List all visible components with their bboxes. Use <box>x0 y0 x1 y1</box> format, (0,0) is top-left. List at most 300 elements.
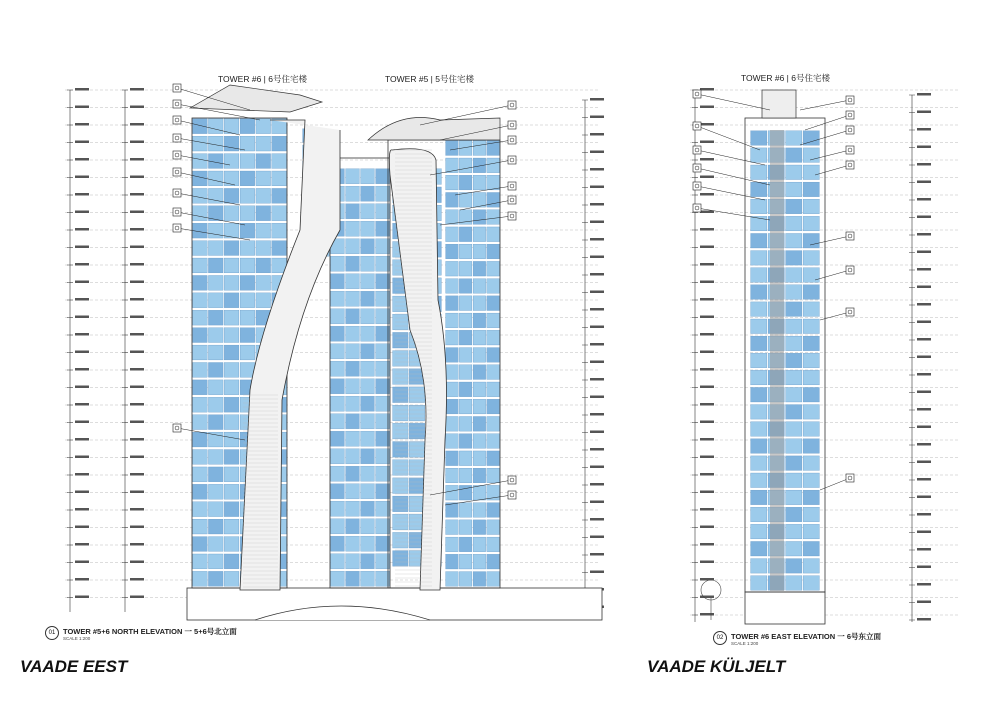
link-window <box>361 466 375 481</box>
east-window <box>751 507 767 522</box>
link-window <box>331 414 345 429</box>
link-window <box>331 466 345 481</box>
tower-5-window <box>446 261 459 276</box>
east-window <box>786 302 802 317</box>
tower-6-window <box>224 380 239 395</box>
tower-6-window <box>208 432 223 447</box>
tower-5-inner-window <box>393 423 408 439</box>
level-label-mark <box>590 553 604 556</box>
link-window <box>346 571 360 586</box>
link-window <box>361 501 375 516</box>
link-window <box>376 221 390 236</box>
east-window <box>786 439 802 454</box>
tower-6-window <box>256 241 271 256</box>
level-label-mark <box>700 351 714 354</box>
callout-tag <box>693 182 701 190</box>
tower-5-window <box>459 520 472 535</box>
caption-east-elevation: VAADE KÜLJELT <box>647 657 786 676</box>
tower-5-inner-window <box>393 551 408 567</box>
tower-5-inner-window <box>393 405 408 421</box>
east-window <box>803 165 819 180</box>
east-window <box>786 576 802 591</box>
tower-5-window <box>459 468 472 483</box>
callout-tag <box>173 116 181 124</box>
east-window <box>751 285 767 300</box>
level-label-mark <box>590 186 604 189</box>
link-window <box>361 169 375 184</box>
sky-garden-ribbon-left <box>240 120 340 590</box>
link-window <box>346 414 360 429</box>
tower-6-window <box>224 206 239 221</box>
level-label-mark <box>917 128 931 131</box>
level-label-mark <box>130 123 144 126</box>
tower-5-window <box>459 365 472 380</box>
link-window <box>376 326 390 341</box>
level-label-mark <box>75 596 89 599</box>
callout-leader <box>815 270 850 280</box>
callout-tag <box>846 126 854 134</box>
link-window <box>331 519 345 534</box>
level-label-mark <box>75 281 89 284</box>
level-label-mark <box>700 176 714 179</box>
tower-5-window <box>487 279 500 294</box>
level-label-mark <box>75 386 89 389</box>
level-label-mark <box>75 526 89 529</box>
link-window <box>331 431 345 446</box>
tower-6-window <box>224 241 239 256</box>
level-label-mark <box>917 338 931 341</box>
tower-6-window <box>240 328 255 343</box>
level-label-mark <box>700 228 714 231</box>
level-label-mark <box>590 431 604 434</box>
tower-6-window <box>272 136 287 151</box>
tower-6-window <box>193 363 208 378</box>
tower-6-window <box>193 467 208 482</box>
link-window <box>331 344 345 359</box>
tower-5-window <box>473 416 486 431</box>
level-label-mark <box>590 98 604 101</box>
link-window <box>376 571 390 586</box>
east-window <box>803 524 819 539</box>
tower-6-window <box>240 171 255 186</box>
link-window <box>361 379 375 394</box>
east-window <box>803 422 819 437</box>
tower-6-window <box>256 154 271 169</box>
level-label-mark <box>130 298 144 301</box>
tower-5-window <box>459 537 472 552</box>
east-elevation-title: TOWER #6 EAST ELEVATION 一 6号东立面 <box>731 632 882 641</box>
level-label-mark <box>130 526 144 529</box>
east-window <box>786 319 802 334</box>
tower-6-window <box>193 571 208 586</box>
tower-5-window <box>487 554 500 569</box>
east-window <box>751 541 767 556</box>
link-window <box>331 326 345 341</box>
link-window <box>361 414 375 429</box>
tower-5-window <box>459 416 472 431</box>
level-label-mark <box>917 496 931 499</box>
tower-6-window <box>193 380 208 395</box>
tower-5-inner-window <box>393 351 408 367</box>
tower-6-window <box>256 171 271 186</box>
level-label-mark <box>590 361 604 364</box>
level-label-mark <box>75 438 89 441</box>
level-label-mark <box>590 571 604 574</box>
east-window <box>803 405 819 420</box>
tower-6-window <box>224 171 239 186</box>
level-label-mark <box>590 518 604 521</box>
level-label-mark <box>590 413 604 416</box>
north-elevation-scale: SCALE 1:200 <box>63 636 91 641</box>
link-window <box>376 449 390 464</box>
callout-tag <box>846 266 854 274</box>
tower-5-window <box>446 537 459 552</box>
callout-leader <box>820 478 850 490</box>
level-label-mark <box>700 508 714 511</box>
level-label-mark <box>700 158 714 161</box>
tower-5-window <box>459 503 472 518</box>
level-label-mark <box>917 268 931 271</box>
callout-tag <box>846 161 854 169</box>
level-label-mark <box>917 426 931 429</box>
east-window <box>786 541 802 556</box>
tower-5-window <box>473 210 486 225</box>
tower-5-window <box>446 141 459 156</box>
tower-5-inner-window <box>393 478 408 494</box>
east-window <box>751 422 767 437</box>
tower-6-window <box>193 432 208 447</box>
link-window <box>361 554 375 569</box>
link-window <box>376 554 390 569</box>
tower-6-window <box>208 415 223 430</box>
level-label-mark <box>590 116 604 119</box>
tower-5-window <box>473 330 486 345</box>
level-label-mark <box>130 316 144 319</box>
tower-5-window <box>487 296 500 311</box>
link-window <box>346 484 360 499</box>
east-window <box>751 387 767 402</box>
tower-6-window <box>193 154 208 169</box>
tower-5-window <box>459 330 472 345</box>
tower-6-window <box>240 293 255 308</box>
tower-5-window <box>487 313 500 328</box>
level-label-mark <box>917 478 931 481</box>
tower-6-window <box>193 241 208 256</box>
link-window <box>376 274 390 289</box>
tower-5-window <box>459 296 472 311</box>
level-label-mark <box>917 618 931 621</box>
tower-6-roof <box>190 85 322 112</box>
tower-6-window <box>224 397 239 412</box>
link-window <box>376 309 390 324</box>
east-window <box>786 559 802 574</box>
level-label-mark <box>917 461 931 464</box>
level-label-mark <box>75 211 89 214</box>
tower-5-window <box>487 365 500 380</box>
tower-5-window <box>459 554 472 569</box>
tower-5-window <box>459 313 472 328</box>
east-window <box>751 148 767 163</box>
link-window <box>376 396 390 411</box>
link-window <box>361 571 375 586</box>
link-window <box>376 379 390 394</box>
tower-5-window <box>459 382 472 397</box>
link-window <box>361 449 375 464</box>
link-window <box>361 396 375 411</box>
level-label-mark <box>75 351 89 354</box>
tower-5-window <box>487 192 500 207</box>
level-label-mark <box>700 333 714 336</box>
level-label-mark <box>75 106 89 109</box>
link-window <box>376 344 390 359</box>
east-mechanical-room <box>762 90 796 118</box>
tower-5-window <box>446 572 459 587</box>
tower-6-window <box>224 154 239 169</box>
tower-6-window <box>256 206 271 221</box>
link-window <box>331 361 345 376</box>
tower-6-window <box>224 310 239 325</box>
callout-tag <box>846 232 854 240</box>
level-label-mark <box>75 473 89 476</box>
tower-5-window <box>487 416 500 431</box>
callout-tag <box>693 122 701 130</box>
level-label-mark <box>590 483 604 486</box>
tower-6-window <box>208 154 223 169</box>
east-window <box>751 216 767 231</box>
level-label-mark <box>917 531 931 534</box>
east-window <box>751 439 767 454</box>
tower-6-window <box>208 502 223 517</box>
tower-5-window <box>459 192 472 207</box>
east-window <box>786 456 802 471</box>
level-label-mark <box>130 211 144 214</box>
level-label-mark <box>917 251 931 254</box>
tower-6-window <box>240 136 255 151</box>
link-window <box>346 396 360 411</box>
tower-5-window <box>473 537 486 552</box>
level-label-mark <box>700 526 714 529</box>
link-window <box>346 309 360 324</box>
tower-6-window <box>208 519 223 534</box>
tower-6-window <box>224 554 239 569</box>
east-window <box>751 199 767 214</box>
level-label-mark <box>590 396 604 399</box>
tower-5-window <box>459 261 472 276</box>
link-window <box>331 554 345 569</box>
level-label-mark <box>700 421 714 424</box>
east-window <box>751 370 767 385</box>
level-label-mark <box>917 408 931 411</box>
tower-6-window <box>193 310 208 325</box>
level-label-mark <box>590 501 604 504</box>
link-window <box>376 414 390 429</box>
view-number-east: 02 <box>713 631 727 645</box>
level-label-mark <box>917 601 931 604</box>
callout-leader <box>815 165 850 175</box>
link-window <box>361 221 375 236</box>
level-label-mark <box>917 391 931 394</box>
tower-5-window <box>487 451 500 466</box>
tower-6-window <box>208 119 223 134</box>
tower-5-window <box>459 279 472 294</box>
link-window <box>376 361 390 376</box>
level-label-mark <box>75 88 89 91</box>
link-window <box>361 309 375 324</box>
callout-leader <box>800 100 850 110</box>
east-window <box>751 336 767 351</box>
east-window <box>786 251 802 266</box>
callout-tag <box>173 189 181 197</box>
callout-tag <box>173 424 181 432</box>
tower-5-window <box>473 141 486 156</box>
level-label-mark <box>75 543 89 546</box>
tower-6-window <box>208 467 223 482</box>
tower-6-window <box>256 223 271 238</box>
link-window <box>346 501 360 516</box>
east-window <box>786 268 802 283</box>
link-window <box>376 169 390 184</box>
callout-tag <box>508 156 516 164</box>
callout-tag <box>173 168 181 176</box>
tower-6-window <box>208 136 223 151</box>
level-label-mark <box>75 421 89 424</box>
level-label-mark <box>700 211 714 214</box>
east-window <box>803 456 819 471</box>
link-window <box>331 501 345 516</box>
east-window <box>751 233 767 248</box>
level-label-mark <box>917 93 931 96</box>
level-label-mark <box>130 88 144 91</box>
tower-5-window <box>446 227 459 242</box>
east-window <box>803 268 819 283</box>
callout-tag <box>846 96 854 104</box>
tower-6-window <box>208 310 223 325</box>
tower-5-window <box>487 537 500 552</box>
east-window <box>803 490 819 505</box>
tower-6-window <box>208 258 223 273</box>
level-label-mark <box>75 246 89 249</box>
callout-tag <box>508 491 516 499</box>
tower-5-window <box>473 399 486 414</box>
level-label-mark <box>75 298 89 301</box>
east-window <box>803 182 819 197</box>
tower-6-window <box>224 467 239 482</box>
tower-6-window <box>208 554 223 569</box>
tower-6-window <box>193 136 208 151</box>
link-window <box>376 484 390 499</box>
east-window <box>786 387 802 402</box>
east-window <box>751 405 767 420</box>
level-label-mark <box>590 466 604 469</box>
level-label-mark <box>700 543 714 546</box>
tower-6-window <box>272 188 287 203</box>
tower-5-window <box>473 520 486 535</box>
callout-tag <box>508 136 516 144</box>
link-window <box>376 501 390 516</box>
east-window <box>803 302 819 317</box>
link-window <box>361 326 375 341</box>
level-label-mark <box>130 561 144 564</box>
level-label-mark <box>590 203 604 206</box>
east-window <box>803 319 819 334</box>
north-elevation-title: TOWER #5+6 NORTH ELEVATION 一 5+6号北立面 <box>63 627 237 636</box>
tower-5-window <box>473 382 486 397</box>
tower-5-inner-window <box>409 478 424 494</box>
tower-6-window <box>272 206 287 221</box>
level-label-mark <box>75 403 89 406</box>
tower-5-window <box>459 244 472 259</box>
callout-tag <box>693 146 701 154</box>
level-label-mark <box>700 88 714 91</box>
link-window <box>331 396 345 411</box>
level-label-mark <box>700 368 714 371</box>
level-label-mark <box>590 291 604 294</box>
level-label-mark <box>590 256 604 259</box>
tower-5-window <box>446 382 459 397</box>
east-window <box>751 353 767 368</box>
level-label-mark <box>700 456 714 459</box>
tower-6-window <box>193 119 208 134</box>
east-window <box>751 268 767 283</box>
level-label-mark <box>917 198 931 201</box>
east-window <box>803 148 819 163</box>
east-window <box>803 473 819 488</box>
east-window <box>786 165 802 180</box>
tower-6-window <box>224 363 239 378</box>
tower-6-window <box>208 171 223 186</box>
callout-tag <box>508 476 516 484</box>
link-window <box>361 274 375 289</box>
level-label-mark <box>700 386 714 389</box>
callout-tag <box>846 308 854 316</box>
tower-5-window <box>487 520 500 535</box>
callout-tag <box>508 196 516 204</box>
tower-6-window <box>224 345 239 360</box>
level-label-mark <box>75 141 89 144</box>
tower-5-window <box>446 279 459 294</box>
level-label-mark <box>75 368 89 371</box>
callout-tag <box>846 474 854 482</box>
level-label-mark <box>590 133 604 136</box>
tower-5-window <box>473 503 486 518</box>
tower-6-window <box>224 432 239 447</box>
tower-6-window <box>193 397 208 412</box>
tower-6-window <box>208 293 223 308</box>
tower-5-inner-window <box>409 442 424 458</box>
level-label-mark <box>700 298 714 301</box>
level-label-mark <box>130 193 144 196</box>
link-window <box>361 361 375 376</box>
link-window <box>346 344 360 359</box>
tower-5-window <box>487 468 500 483</box>
callout-tag <box>693 90 701 98</box>
link-window <box>361 204 375 219</box>
tower-5-window <box>446 175 459 190</box>
tower-5-window <box>487 261 500 276</box>
east-window <box>786 490 802 505</box>
level-label-mark <box>130 246 144 249</box>
tower-6-window <box>224 258 239 273</box>
level-label-mark <box>130 403 144 406</box>
east-window <box>786 353 802 368</box>
level-label-mark <box>700 596 714 599</box>
tower-5-roof <box>368 118 500 141</box>
podium-east <box>745 592 825 624</box>
east-window <box>803 233 819 248</box>
east-window <box>751 319 767 334</box>
tower-5-window <box>473 468 486 483</box>
caption-north-elevation: VAADE EEST <box>20 657 128 676</box>
